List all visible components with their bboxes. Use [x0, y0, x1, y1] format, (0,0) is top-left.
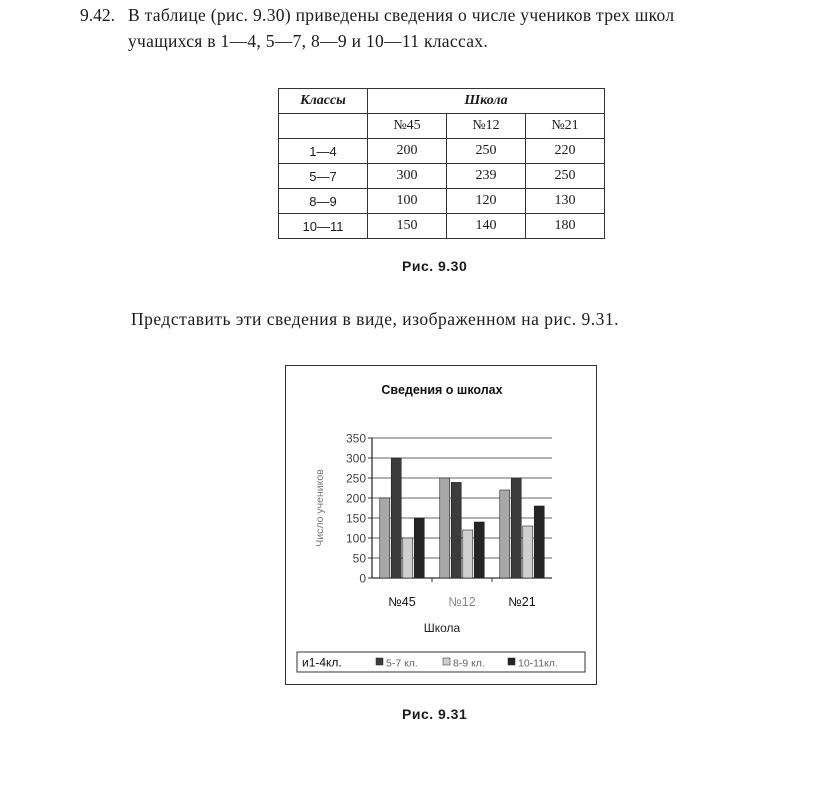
school-header: №45: [368, 114, 447, 139]
y-tick-label: 150: [345, 511, 366, 526]
class-cell: 5—7: [279, 164, 368, 189]
value-cell: 200: [368, 139, 447, 164]
y-tick-label: 100: [345, 531, 366, 546]
x-tick-label: №21: [508, 595, 536, 609]
value-cell: 250: [526, 164, 605, 189]
y-tick-label: 0: [359, 571, 366, 586]
value-cell: 120: [447, 189, 526, 214]
bar: [414, 518, 424, 578]
problem-text-line-2: учащихся в 1—4, 5—7, 8—9 и 10—11 классах.: [128, 31, 489, 51]
y-tick-label: 200: [345, 491, 366, 506]
table-row: [279, 139, 605, 164]
x-tick-label: №45: [388, 595, 416, 609]
legend-swatch: [376, 658, 383, 665]
chart-frame: [285, 365, 597, 685]
class-cell: 1—4: [279, 139, 368, 164]
bar: [534, 506, 544, 578]
table-caption: Рис. 9.30: [402, 258, 468, 274]
value-cell: 239: [447, 164, 526, 189]
table-cell: [279, 114, 368, 139]
y-axis-label: Число учеников: [314, 469, 326, 547]
y-tick-label: 50: [352, 551, 366, 566]
legend-label: 8-9 кл.: [453, 657, 485, 670]
y-tick-label: 300: [345, 451, 366, 466]
value-cell: 140: [447, 214, 526, 239]
header-classes: Классы: [279, 89, 368, 114]
x-tick-label: №12: [448, 595, 476, 609]
table-row: [279, 164, 605, 189]
header-school: Школа: [368, 89, 605, 114]
school-header: №21: [526, 114, 605, 139]
value-cell: 150: [368, 214, 447, 239]
value-cell: 130: [526, 189, 605, 214]
school-header: №12: [447, 114, 526, 139]
table-row: [279, 189, 605, 214]
table-subheader-row: [279, 114, 605, 139]
value-cell: 180: [526, 214, 605, 239]
y-tick-label: 350: [345, 431, 366, 446]
class-cell: 8—9: [279, 189, 368, 214]
value-cell: 220: [526, 139, 605, 164]
value-cell: 250: [447, 139, 526, 164]
schools-table: [278, 88, 605, 239]
bar-chart: [286, 366, 598, 686]
table-header-row: [279, 89, 605, 114]
task-text: Представить эти сведения в виде, изображенном на рис. 9.31.: [131, 309, 619, 329]
value-cell: 300: [368, 164, 447, 189]
legend-label: и1-4кл.: [302, 655, 342, 670]
x-axis-label: Школа: [423, 621, 461, 635]
bar: [440, 478, 450, 578]
value-cell: 100: [368, 189, 447, 214]
bar: [463, 530, 473, 578]
bar: [511, 478, 521, 578]
bar: [500, 490, 510, 578]
problem-number: 9.42.: [80, 5, 115, 25]
class-cell: 10—11: [279, 214, 368, 239]
bar: [523, 526, 533, 578]
legend-label: 10-11кл.: [518, 657, 558, 670]
legend-swatch: [508, 658, 515, 665]
legend-swatch: [443, 658, 450, 665]
bar: [380, 498, 390, 578]
bar: [391, 458, 401, 578]
bar: [403, 538, 413, 578]
legend-label: 5-7 кл.: [386, 657, 418, 670]
table-row: [279, 214, 605, 239]
bar: [474, 522, 484, 578]
bar: [451, 482, 461, 578]
problem-text-line-1: В таблице (рис. 9.30) приведены сведения о числе учеников трех школ: [128, 5, 675, 25]
chart-caption: Рис. 9.31: [402, 706, 468, 722]
y-tick-label: 250: [345, 471, 366, 486]
chart-title: Сведения о школах: [381, 383, 503, 397]
